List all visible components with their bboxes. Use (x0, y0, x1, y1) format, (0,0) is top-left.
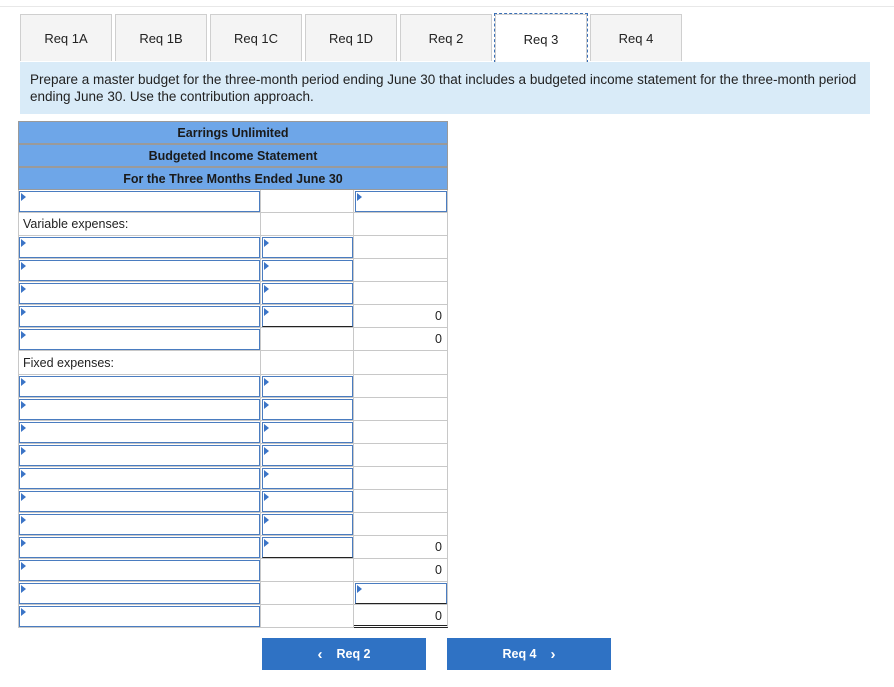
amount-input[interactable] (262, 376, 353, 397)
line-label-input[interactable] (19, 399, 260, 420)
table-row (18, 190, 448, 213)
line-label-input[interactable] (19, 514, 260, 535)
table-row (18, 398, 448, 421)
tab-req-1c[interactable] (210, 14, 302, 61)
amount-input[interactable] (262, 260, 353, 281)
line-label-input[interactable] (19, 560, 260, 581)
table-row (18, 259, 448, 282)
line-label-input[interactable] (19, 606, 260, 627)
amount-input[interactable] (262, 237, 353, 258)
total-variable-expenses: 0 (435, 309, 442, 323)
table-row (18, 421, 448, 444)
line-label-input[interactable] (19, 260, 260, 281)
tab-focus-ring (494, 13, 588, 63)
chevron-left-icon: ‹ (317, 645, 323, 663)
company-name: Earrings Unlimited (18, 121, 448, 144)
line-label-input[interactable] (19, 329, 260, 350)
chevron-right-icon: › (550, 645, 556, 663)
tab-req-1d[interactable] (305, 14, 397, 61)
table-row (18, 282, 448, 305)
table-row (18, 559, 448, 582)
contribution-margin-value: 0 (435, 332, 442, 346)
instructions-banner (20, 62, 870, 114)
table-row (18, 467, 448, 490)
table-row (18, 605, 448, 628)
tab-label: Req 1B (139, 30, 183, 46)
line-label-input[interactable] (19, 306, 260, 327)
amount-input[interactable] (262, 514, 353, 535)
tab-label: Req 3 (523, 31, 559, 47)
table-row (18, 305, 448, 328)
tab-label: Req 4 (618, 30, 654, 46)
line-label-input[interactable] (19, 283, 260, 304)
amount-input[interactable] (262, 422, 353, 443)
fixed-expenses-label: Fixed expenses: (23, 356, 115, 370)
line-label-input[interactable] (19, 537, 260, 558)
table-row (18, 375, 448, 398)
line-label-input[interactable] (19, 422, 260, 443)
line-label-input[interactable] (19, 237, 260, 258)
line-label-input[interactable] (19, 583, 260, 604)
tab-req-4[interactable] (590, 14, 682, 61)
line-label-input[interactable] (19, 468, 260, 489)
amount-input[interactable] (262, 399, 353, 420)
variable-expenses-label: Variable expenses: (23, 217, 129, 231)
amount-input[interactable] (262, 537, 353, 558)
amount-input[interactable] (262, 468, 353, 489)
total-fixed-expenses: 0 (435, 540, 442, 554)
amount-input[interactable] (262, 306, 353, 327)
amount-input[interactable] (355, 583, 447, 604)
line-label-input[interactable] (19, 491, 260, 512)
line-label-input[interactable] (19, 376, 260, 397)
table-row (18, 582, 448, 605)
tab-req-1a[interactable] (20, 14, 112, 61)
table-row (18, 513, 448, 536)
statement-title: Budgeted Income Statement (18, 144, 448, 167)
prev-req-button[interactable] (262, 638, 426, 670)
amount-input[interactable] (262, 445, 353, 466)
top-divider (0, 6, 894, 7)
table-row (18, 213, 448, 236)
net-income-value: 0 (435, 609, 442, 623)
table-row (18, 536, 448, 559)
tab-label: Req 1D (328, 30, 374, 46)
table-row (18, 490, 448, 513)
tab-label: Req 1C (233, 30, 279, 46)
table-row (18, 236, 448, 259)
instructions-text: Prepare a master budget for the three-month period ending June 30 that includes a budgeted income statement for the three-month period ending June 30. Use the contribution approach. (30, 72, 857, 104)
budgeted-income-statement (18, 121, 448, 628)
amount-input[interactable] (262, 491, 353, 512)
statement-period: For the Three Months Ended June 30 (18, 167, 448, 190)
table-row (18, 444, 448, 467)
tab-label: Req 2 (428, 30, 464, 46)
tab-req-1b[interactable] (115, 14, 207, 61)
line-label-input[interactable] (19, 445, 260, 466)
tab-label: Req 1A (44, 30, 88, 46)
next-req-button[interactable] (447, 638, 611, 670)
net-operating-income-value: 0 (435, 563, 442, 577)
tab-req-3[interactable] (495, 14, 587, 63)
tab-req-2[interactable] (400, 14, 492, 61)
amount-input[interactable] (355, 191, 447, 212)
prev-req-label: Req 2 (336, 647, 371, 661)
table-row (18, 328, 448, 351)
line-label-input[interactable] (19, 191, 260, 212)
table-row (18, 351, 448, 375)
next-req-label: Req 4 (502, 647, 537, 661)
amount-input[interactable] (262, 283, 353, 304)
